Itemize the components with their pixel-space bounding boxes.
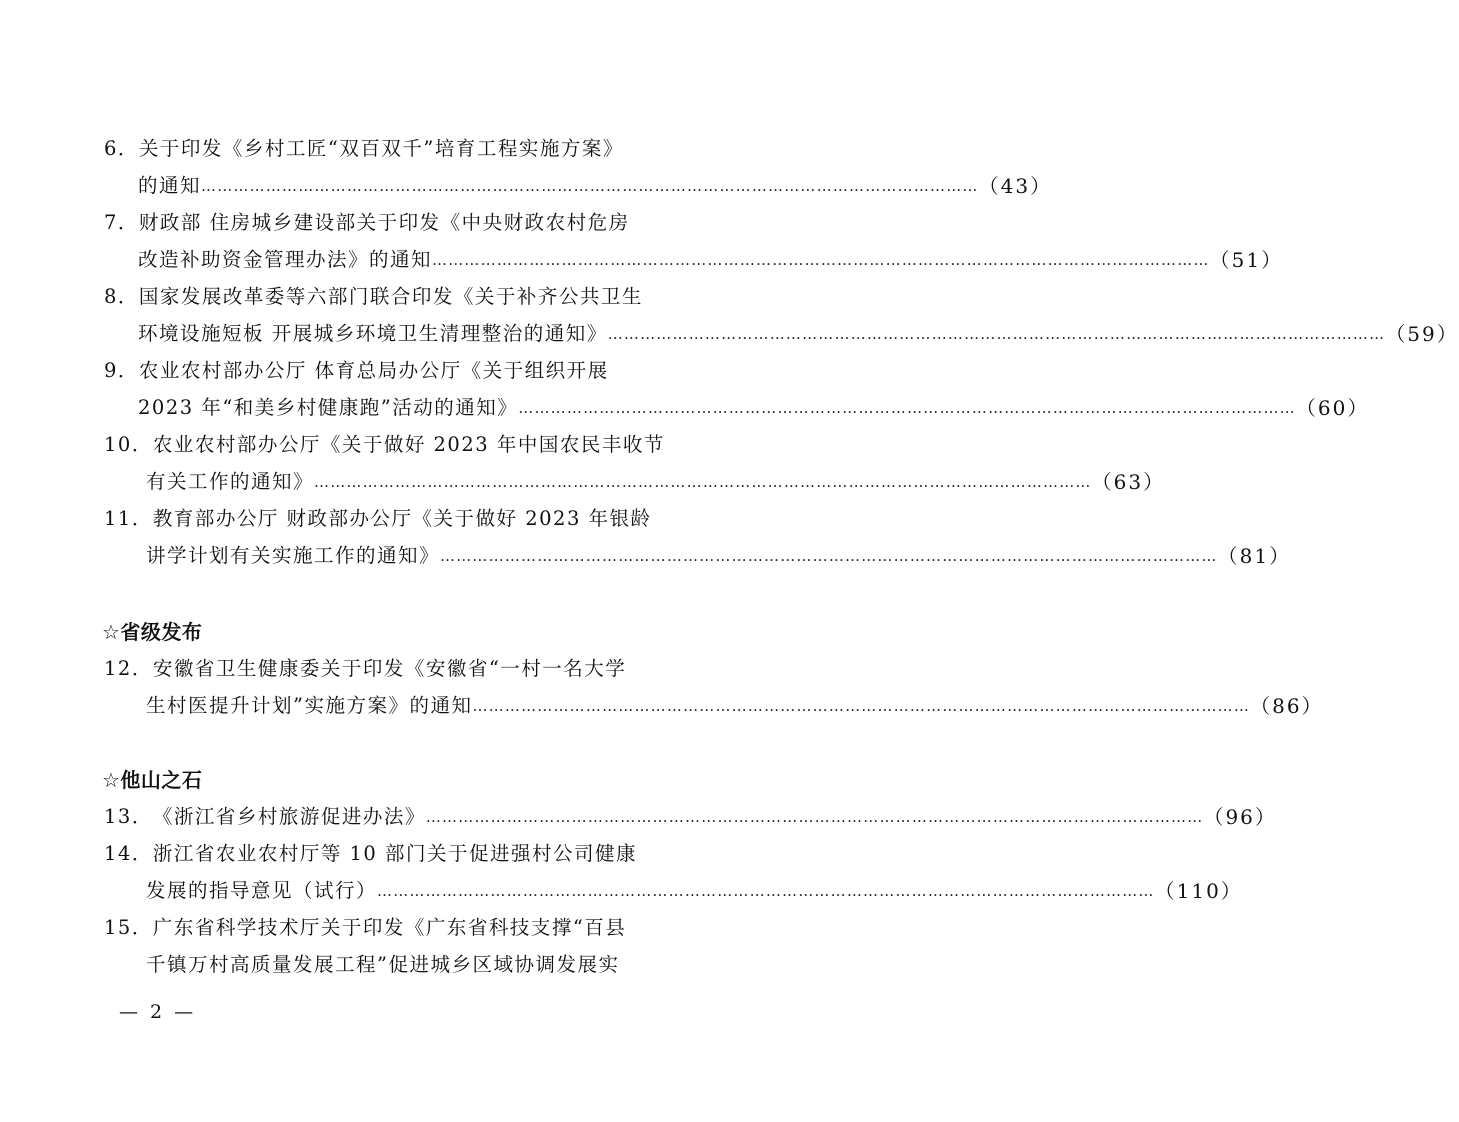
section-heading-provincial: ☆省级发布	[102, 620, 203, 644]
toc-entry-11-line2	[146, 538, 1292, 574]
entry-title: 《浙江省乡村旅游促进办法》	[152, 805, 426, 828]
dot-leader: ………………………………………………………………………………………………………………………………	[377, 882, 1155, 900]
toc-entry-11-line1	[104, 501, 652, 537]
page-number: （43）	[978, 174, 1053, 198]
dot-leader: ………………………………………………………………………………………………………………………………	[432, 251, 1210, 269]
dot-leader: ………………………………………………………………………………………………………………………………	[440, 547, 1218, 565]
toc-entry-10-line1	[104, 427, 665, 463]
entry-title-cont: 讲学计划有关实施工作的通知》	[146, 544, 441, 567]
entry-title: 国家发展改革委等六部门联合印发《关于补齐公共卫生	[138, 285, 643, 308]
toc-entry-15-line2	[146, 947, 619, 983]
entry-number: 6．	[104, 137, 139, 160]
toc-entry-6-line2	[138, 168, 1053, 204]
toc-entry-14-line2	[146, 873, 1243, 909]
page-number: （63）	[1091, 470, 1166, 494]
entry-number: 11．	[104, 507, 153, 530]
entry-title-cont: 发展的指导意见（试行）	[146, 879, 378, 902]
entry-title-cont: 环境设施短板 开展城乡环境卫生清理整治的通知》	[138, 322, 608, 345]
page-number: （96）	[1203, 805, 1277, 829]
entry-title: 财政部 住房城乡建设部关于印发《中央财政农村危房	[138, 211, 630, 234]
entry-number: 10．	[104, 433, 153, 456]
page-number: （81）	[1217, 544, 1292, 568]
toc-entry-7-line1	[104, 205, 630, 241]
toc-entry-12-line1	[104, 651, 626, 687]
entry-title-cont: 有关工作的通知》	[146, 470, 315, 493]
entry-number: 9．	[104, 359, 139, 382]
toc-entry-13	[104, 799, 1277, 835]
entry-number: 7．	[104, 211, 139, 234]
entry-number: 8．	[104, 285, 139, 308]
entry-title: 广东省科学技术厅关于印发《广东省科技支撑“百县	[152, 916, 627, 939]
entry-number: 14．	[104, 842, 153, 865]
toc-entry-8-line1	[104, 279, 643, 315]
entry-title-cont: 生村医提升计划”实施方案》的通知	[146, 694, 473, 717]
toc-entry-9-line1	[104, 353, 609, 389]
entry-number: 13．	[104, 805, 153, 828]
dot-leader: ………………………………………………………………………………………………………………………………	[201, 177, 979, 195]
page-number: （51）	[1209, 248, 1284, 272]
dot-leader: ………………………………………………………………………………………………………………………………	[472, 697, 1251, 715]
dot-leader: ………………………………………………………………………………………………………………………………	[518, 399, 1296, 417]
page-number: （110）	[1154, 879, 1243, 903]
entry-title-cont: 千镇万村高质量发展工程”促进城乡区域协调发展实	[146, 953, 620, 976]
toc-entry-6-line1	[104, 131, 624, 167]
toc-entry-7-line2	[138, 242, 1284, 278]
toc-entry-10-line2	[146, 464, 1166, 500]
entry-title: 农业农村部办公厅 体育总局办公厅《关于组织开展	[138, 359, 609, 382]
toc-entry-9-line2	[138, 390, 1370, 426]
page-number: （60）	[1295, 396, 1370, 420]
page-footer: — 2 —	[119, 1001, 197, 1023]
section-heading-other: ☆他山之石	[102, 768, 203, 792]
page-number: （86）	[1250, 694, 1324, 718]
toc-entry-15-line1	[104, 910, 626, 946]
entry-title: 教育部办公厅 财政部办公厅《关于做好 2023 年银龄	[152, 507, 652, 530]
entry-title: 关于印发《乡村工匠“双百双千”培育工程实施方案》	[138, 137, 624, 160]
page-number: （59）	[1385, 322, 1459, 346]
entry-title-cont: 的通知	[138, 174, 202, 197]
dot-leader: ………………………………………………………………………………………………………………………………	[314, 473, 1092, 491]
entry-title-cont: 2023 年“和美乡村健康跑”活动的通知》	[138, 396, 519, 419]
toc-entry-12-line2	[146, 688, 1324, 724]
entry-number: 12．	[104, 657, 153, 680]
toc-entry-8-line2	[138, 316, 1459, 352]
dot-leader: ………………………………………………………………………………………………………………………………	[607, 325, 1386, 343]
entry-title: 安徽省卫生健康委关于印发《安徽省“一村一名大学	[152, 657, 627, 680]
dot-leader: ………………………………………………………………………………………………………………………………	[425, 808, 1204, 826]
toc-entry-14-line1	[104, 836, 637, 872]
entry-title-cont: 改造补助资金管理办法》的通知	[138, 248, 433, 271]
entry-number: 15．	[104, 916, 153, 939]
entry-title: 农业农村部办公厅《关于做好 2023 年中国农民丰收节	[152, 433, 665, 456]
entry-title: 浙江省农业农村厅等 10 部门关于促进强村公司健康	[152, 842, 638, 865]
